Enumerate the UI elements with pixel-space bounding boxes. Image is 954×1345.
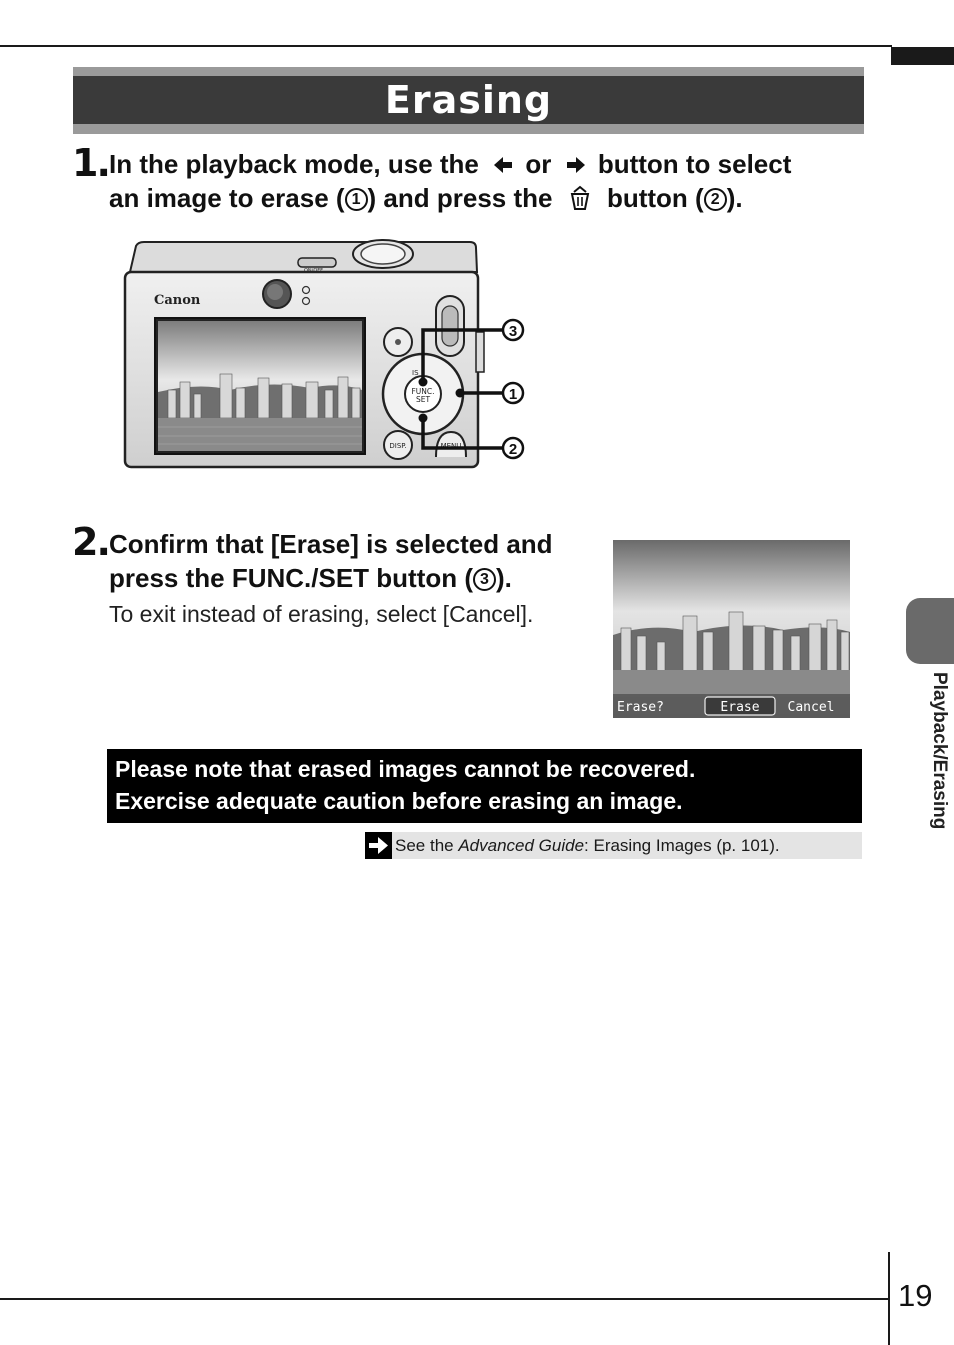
lcd-erase-screen [613,540,850,718]
step-1-number: 1. [72,141,109,185]
step-2-number: 2. [72,520,109,564]
left-arrow-icon [492,155,514,175]
reference-note [365,832,862,859]
camera-brand: Canon [154,293,201,308]
callout-2-ref: 2 [704,188,727,211]
step-2-text [109,527,609,595]
reference-prefix: See the [395,836,459,855]
caution-box [107,749,862,823]
page-number: 19 [898,1278,933,1313]
camera-power-label: ON/OFF [304,268,324,274]
page-number-divider [888,1252,890,1345]
camera-callout-1: 1 [508,386,518,403]
step-1-line-1-a: In the playback mode, use the [109,149,479,179]
camera-illustration [120,232,530,472]
step-1-line-1 [109,147,869,181]
step-2-line-2-a: press the FUNC./SET button ( [109,563,473,593]
camera-disp-label: DISP. [389,442,407,450]
side-tab-label [930,672,952,862]
step-1-line-1-c: button to select [597,149,792,179]
camera-callout-2: 2 [508,441,518,458]
step-1-line-2-b: ) and press the [367,183,553,213]
step-1-line-2-c: button ( [606,183,704,213]
erase-trash-icon [568,185,592,211]
step-1-line-2 [109,181,869,215]
lcd-prompt: Erase? [617,700,664,715]
side-tab-text: Playback/Erasing [929,672,950,830]
reference-arrow-icon [365,832,392,859]
step-2-subtext: To exit instead of erasing, select [Cancel]. [109,601,534,627]
step-2-line-2 [109,561,609,595]
title-band [73,67,864,134]
step-2-line-2-b: ). [496,563,512,593]
camera-is-label: IS [412,369,419,377]
step-1-line-2-a: an image to erase ( [109,183,345,213]
title-stripe-bottom [73,124,864,134]
caution-line-2: Exercise adequate caution before erasing an image. [115,788,683,814]
camera-func-label-1: FUNC. [411,387,435,396]
step-2-line-1: Confirm that [Erase] is selected and [109,529,553,559]
step-1-line-1-b: or [525,149,552,179]
lcd-erase-option: Erase [720,700,760,715]
top-rule [0,45,892,47]
reference-suffix: : Erasing Images (p. 101). [584,836,780,855]
reference-guide: Advanced Guide [458,836,585,855]
caution-line-1: Please note that erased images cannot be recovered. [115,756,696,782]
reference-text [395,832,780,859]
step-1-text [109,147,869,215]
section-tab [906,598,954,664]
callout-3-ref: 3 [473,568,496,591]
step-1-line-2-d: ). [726,183,743,213]
camera-func-label-2: SET [415,395,431,404]
camera-menu-label: MENU [440,442,462,450]
top-tab-marker [891,47,954,65]
bottom-rule [0,1298,890,1300]
right-arrow-icon [565,155,587,175]
callout-1-ref: 1 [345,188,368,211]
lcd-cancel-option: Cancel [787,700,835,715]
camera-callout-3: 3 [508,323,518,340]
title-stripe-top [73,67,864,76]
page-title: Erasing [384,78,553,122]
